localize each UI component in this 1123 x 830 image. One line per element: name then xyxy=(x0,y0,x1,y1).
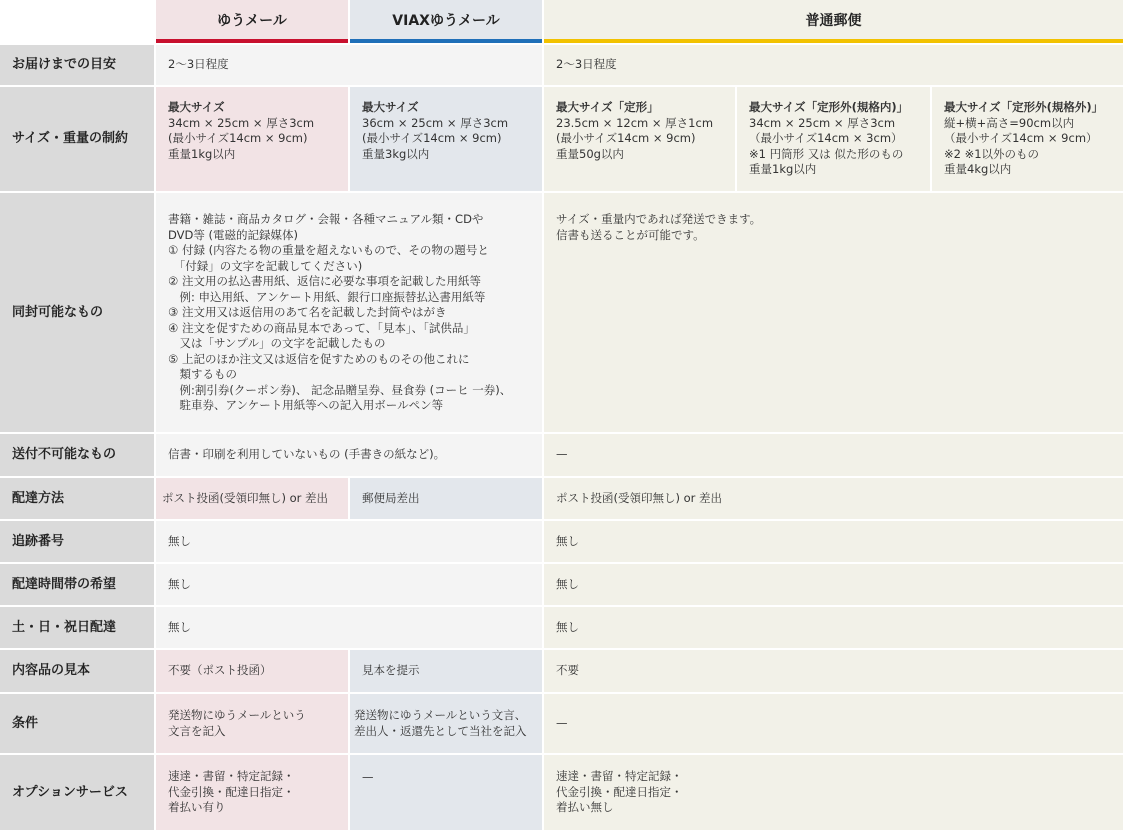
cell-time-slot-yu: 無し xyxy=(156,564,542,605)
cell-enclosable-futsu: サイズ・重量内であれば発送できます。 信書も送ることが可能です。 xyxy=(544,193,1123,432)
size-title: 最大サイズ xyxy=(362,100,419,114)
cell-delivery-time-yu: 2〜3日程度 xyxy=(156,45,542,85)
cell-conditions-viax: 発送物にゆうメールという文言、 差出人・返還先として当社を記入 xyxy=(350,694,542,753)
cell-weekend-yu: 無し xyxy=(156,607,542,648)
cell-size-teikeigai-kikakugai: 最大サイズ「定形外(規格外)」 縦+横+高さ=90cm以内 （最小サイズ14cm × 9cm） ※2 ※1以外のもの 重量4kg以内 xyxy=(932,87,1123,191)
cell-tracking-futsu: 無し xyxy=(544,521,1123,562)
cell-delivery-time-futsu: 2〜3日程度 xyxy=(544,45,1123,85)
size-title: 最大サイズ「定形」 xyxy=(556,100,659,114)
row-label-weekend: 土・日・祝日配達 xyxy=(0,607,154,648)
column-header-futsu: 普通郵便 xyxy=(544,0,1123,43)
cell-enclosable-yu: 書籍・雑誌・商品カタログ・会報・各種マニュアル類・CDや DVD等 (電磁的記録媒体) ① 付録 (内容たる物の重量を超えないもので、その物の題号と 「付録」の文字を記載してください) ② 注文用の払込書用紙、返信に必要な事項を記載した用紙等 例: 申込用紙、アンケート用紙、銀行口座振替払込書用紙等 ③ 注文用又は返信用のあて名を記載した封筒やはがき ④ 注文を促すための商品見本であって、「見本」、「試供品」 又は「サンプル」の文字を記載したもの ⑤ 上記のほか注文又は返信を促すためのものその他これに 類するもの 例:割引券(クーポン券)、 記念品贈呈券、昼食券 (コーヒ 一券)、 駐車券、アンケート用紙等への記入用ボールペン等 xyxy=(156,193,542,432)
cell-sample-yumail: 不要（ポスト投函） xyxy=(156,650,348,692)
cell-options-futsu: 速達・書留・特定記録・ 代金引換・配達日指定・ 着払い無し xyxy=(544,755,1123,830)
cell-size-teikei: 最大サイズ「定形」 23.5cm × 12cm × 厚さ1cm (最小サイズ14cm × 9cm) 重量50g以内 xyxy=(544,87,735,191)
cell-sample-viax: 見本を提示 xyxy=(350,650,542,692)
cell-method-futsu: ポスト投函(受領印無し) or 差出 xyxy=(544,478,1123,519)
cell-method-yumail: ポスト投函(受領印無し) or 差出 xyxy=(156,478,348,519)
cell-not-sendable-futsu: — xyxy=(544,434,1123,476)
cell-weekend-futsu: 無し xyxy=(544,607,1123,648)
row-label-enclosable: 同封可能なもの xyxy=(0,193,154,432)
row-label-sample: 内容品の見本 xyxy=(0,650,154,692)
row-label-time-slot: 配達時間帯の希望 xyxy=(0,564,154,605)
cell-options-yumail: 速達・書留・特定記録・ 代金引換・配達日指定・ 着払い有り xyxy=(156,755,348,830)
row-label-tracking: 追跡番号 xyxy=(0,521,154,562)
size-title: 最大サイズ「定形外(規格内)」 xyxy=(749,100,909,114)
cell-size-viax: 最大サイズ 36cm × 25cm × 厚さ3cm (最小サイズ14cm × 9cm) 重量3kg以内 xyxy=(350,87,542,191)
row-label-conditions: 条件 xyxy=(0,694,154,753)
size-title: 最大サイズ xyxy=(168,100,225,114)
cell-conditions-futsu: — xyxy=(544,694,1123,753)
cell-size-teikeigai-kikakunai: 最大サイズ「定形外(規格内)」 34cm × 25cm × 厚さ3cm （最小サイズ14cm × 3cm） ※1 円筒形 又は 似た形のもの 重量1kg以内 xyxy=(737,87,930,191)
cell-tracking-yu: 無し xyxy=(156,521,542,562)
row-label-size: サイズ・重量の制約 xyxy=(0,87,154,191)
row-label-method: 配達方法 xyxy=(0,478,154,519)
cell-not-sendable-yu: 信書・印刷を利用していないもの (手書きの紙など)。 xyxy=(156,434,542,476)
cell-size-yumail: 最大サイズ 34cm × 25cm × 厚さ3cm (最小サイズ14cm × 9cm) 重量1kg以内 xyxy=(156,87,348,191)
cell-time-slot-futsu: 無し xyxy=(544,564,1123,605)
column-header-viax: VIAXゆうメール xyxy=(350,0,542,43)
size-title: 最大サイズ「定形外(規格外)」 xyxy=(944,100,1104,114)
row-label-delivery-time: お届けまでの目安 xyxy=(0,45,154,85)
row-label-not-sendable: 送付不可能なもの xyxy=(0,434,154,476)
cell-method-viax: 郵便局差出 xyxy=(350,478,542,519)
cell-sample-futsu: 不要 xyxy=(544,650,1123,692)
row-label-options: オプションサービス xyxy=(0,755,154,830)
column-header-yumail: ゆうメール xyxy=(156,0,348,43)
cell-conditions-yumail: 発送物にゆうメールという 文言を記入 xyxy=(156,694,348,753)
cell-options-viax: — xyxy=(350,755,542,830)
